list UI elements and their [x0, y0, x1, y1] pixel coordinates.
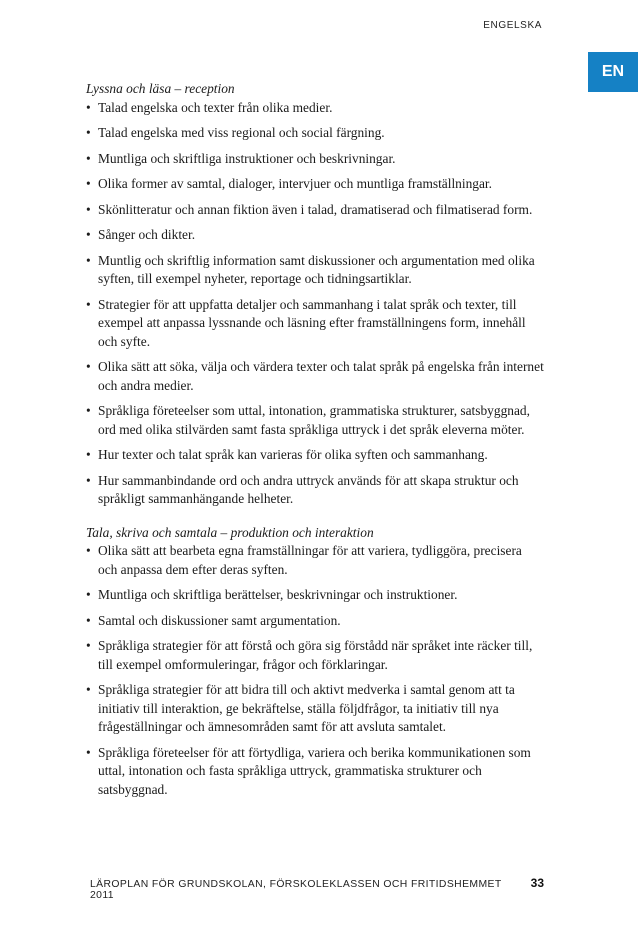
reception-list — [86, 99, 544, 509]
section-heading-reception: Lyssna och läsa – reception — [86, 81, 235, 96]
list-item: • Språkliga strategier för att förstå och göra sig förstådd när språket inte räcker till, till exempel omformuleringar, frågor och förklaringar. — [86, 637, 544, 674]
list-item: • Olika sätt att bearbeta egna framställningar för att variera, tydliggöra, precisera och anpassa dem efter deras syften. — [86, 542, 544, 579]
list-item: • Hur texter och talat språk kan varieras för olika syften och sammanhang. — [86, 446, 544, 465]
production-list — [86, 542, 544, 799]
list-item: • Språkliga strategier för att bidra till och aktivt medverka i samtal genom att ta initiativ till interaktion, ge bekräftelse, ställa följdfrågor, ta initiativ till nya frågeställningar och ämnesområden samt för att avsluta samtalet. — [86, 681, 544, 737]
list-item: • Muntliga och skriftliga instruktioner och beskrivningar. — [86, 150, 544, 169]
list-item: • Strategier för att uppfatta detaljer och sammanhang i talat språk och texter, till exempel att anpassa lyssnande och läsning efter framställningens form, innehåll och syfte. — [86, 296, 544, 352]
running-header: ENGELSKA — [483, 20, 542, 31]
language-tab: EN — [588, 52, 638, 92]
page-footer — [90, 876, 544, 901]
list-item: • Muntlig och skriftlig information samt diskussioner och argumentation med olika syften, till exempel nyheter, reportage och tidningsartiklar. — [86, 252, 544, 289]
footer-title: LÄROPLAN FÖR GRUNDSKOLAN, FÖRSKOLEKLASSEN OCH FRITIDSHEMMET 2011 — [90, 879, 502, 901]
list-item: • Hur sammanbindande ord och andra uttryck används för att skapa struktur och språkligt sammanhängande helheter. — [86, 472, 544, 509]
page-number: 33 — [530, 876, 544, 890]
list-item: • Olika former av samtal, dialoger, intervjuer och muntliga framställningar. — [86, 175, 544, 194]
list-item: • Sånger och dikter. — [86, 226, 544, 245]
section-heading-production: Tala, skriva och samtala – produktion och interaktion — [86, 524, 374, 540]
document-body — [86, 80, 544, 806]
list-item: • Talad engelska med viss regional och social färgning. — [86, 124, 544, 143]
list-item: • Skönlitteratur och annan fiktion även i talad, dramatiserad och filmatiserad form. — [86, 201, 544, 220]
list-item: • Talad engelska och texter från olika medier. — [86, 99, 544, 118]
list-item: • Muntliga och skriftliga berättelser, beskrivningar och instruktioner. — [86, 586, 544, 605]
list-item: • Olika sätt att söka, välja och värdera texter och talat språk på engelska från internet och andra medier. — [86, 358, 544, 395]
list-item: • Språkliga företeelser för att förtydliga, variera och berika kommunikationen som uttal, intonation och fasta språkliga uttryck, grammatiska strukturer och satsbyggnad. — [86, 744, 544, 800]
list-item: • Språkliga företeelser som uttal, intonation, grammatiska strukturer, satsbyggnad, ord med olika stilvärden samt fasta språkliga uttryck i det språk eleverna möter. — [86, 402, 544, 439]
list-item: • Samtal och diskussioner samt argumentation. — [86, 612, 544, 631]
